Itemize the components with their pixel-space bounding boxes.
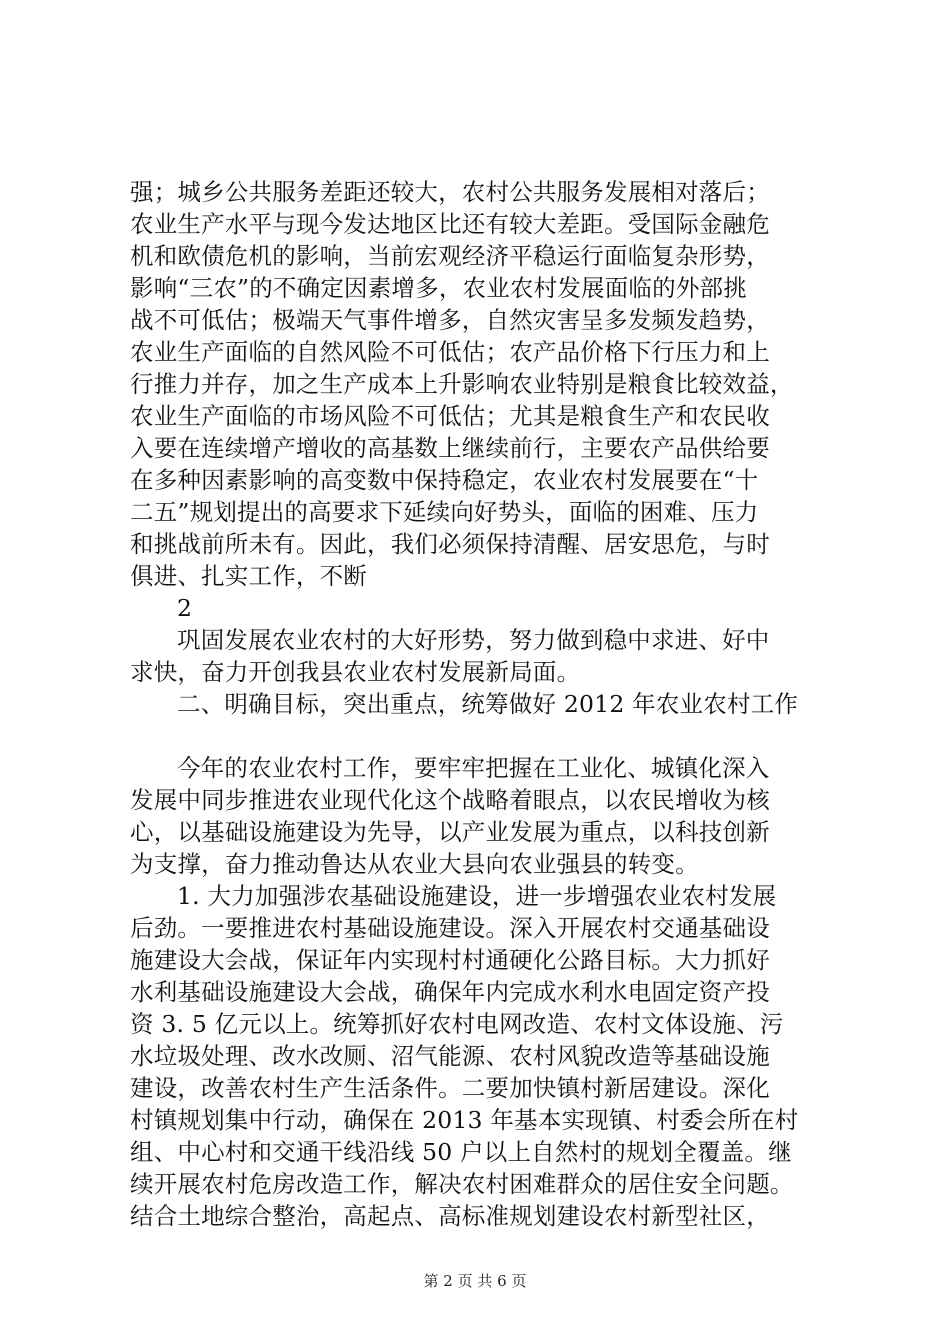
section-heading: 二、明确目标，突出重点，统筹做好 2012 年农业农村工作	[177, 690, 799, 718]
text-line: 农业生产面临的市场风险不可低估；尤其是粮食生产和农民收	[130, 402, 770, 430]
page-marker: 2	[177, 594, 193, 622]
text-line: 在多种因素影响的高变数中保持稳定，农业农村发展要在“十	[130, 466, 759, 494]
text-line: 农业生产水平与现今发达地区比还有较大差距。受国际金融危	[130, 210, 770, 238]
text-line: 水垃圾处理、改水改厕、沼气能源、农村风貌改造等基础设施	[130, 1042, 770, 1070]
text-line: 影响“三农”的不确定因素增多，农业农村发展面临的外部挑	[130, 274, 747, 302]
text-line: 求快，奋力开创我县农业农村发展新局面。	[130, 658, 581, 686]
text-line: 后劲。一要推进农村基础设施建设。深入开展农村交通基础设	[130, 914, 770, 942]
text-line: 资 3. 5 亿元以上。统筹抓好农村电网改造、农村文体设施、污	[130, 1010, 784, 1038]
text-line: 强；城乡公共服务差距还较大，农村公共服务发展相对落后；	[130, 178, 770, 206]
text-line: 水利基础设施建设大会战，确保年内完成水利水电固定资产投	[130, 978, 770, 1006]
text-line: 心，以基础设施建设为先导，以产业发展为重点，以科技创新	[130, 818, 770, 846]
text-line: 发展中同步推进农业现代化这个战略着眼点，以农民增收为核	[130, 786, 770, 814]
text-line: 入要在连续增产增收的高基数上继续前行，主要农产品供给要	[130, 434, 770, 462]
text-line: 和挑战前所未有。因此，我们必须保持清醒、居安思危，与时	[130, 530, 770, 558]
text-line: 村镇规划集中行动，确保在 2013 年基本实现镇、村委会所在村	[130, 1106, 799, 1134]
text-line: 施建设大会战，保证年内实现村村通硬化公路目标。大力抓好	[130, 946, 770, 974]
text-line: 1. 大力加强涉农基础设施建设，进一步增强农业农村发展	[177, 882, 777, 910]
page-footer: 第 2 页 共 6 页	[423, 1272, 527, 1290]
text-line: 建设，改善农村生产生活条件。二要加快镇村新居建设。深化	[130, 1074, 770, 1102]
text-line: 二五”规划提出的高要求下延续向好势头，面临的困难、压力	[130, 498, 759, 526]
text-line: 战不可低估；极端天气事件增多，自然灾害呈多发频发趋势，	[130, 306, 770, 334]
text-line: 行推力并存，加之生产成本上升影响农业特别是粮食比较效益，	[130, 370, 794, 398]
text-line: 俱进、扎实工作，不断	[130, 562, 367, 590]
text-line: 为支撑，奋力推动鲁达从农业大县向农业强县的转变。	[130, 850, 699, 878]
text-line: 组、中心村和交通干线沿线 50 户以上自然村的规划全覆盖。继	[130, 1138, 792, 1166]
text-line: 农业生产面临的自然风险不可低估；农产品价格下行压力和上	[130, 338, 770, 366]
text-line: 机和欧债危机的影响，当前宏观经济平稳运行面临复杂形势，	[130, 242, 770, 270]
text-line: 今年的农业农村工作，要牢牢把握在工业化、城镇化深入	[177, 754, 770, 782]
text-line: 结合土地综合整治，高起点、高标准规划建设农村新型社区，	[130, 1202, 770, 1230]
text-line: 巩固发展农业农村的大好形势，努力做到稳中求进、好中	[177, 626, 770, 654]
text-line: 续开展农村危房改造工作，解决农村困难群众的居住安全问题。	[130, 1170, 794, 1198]
